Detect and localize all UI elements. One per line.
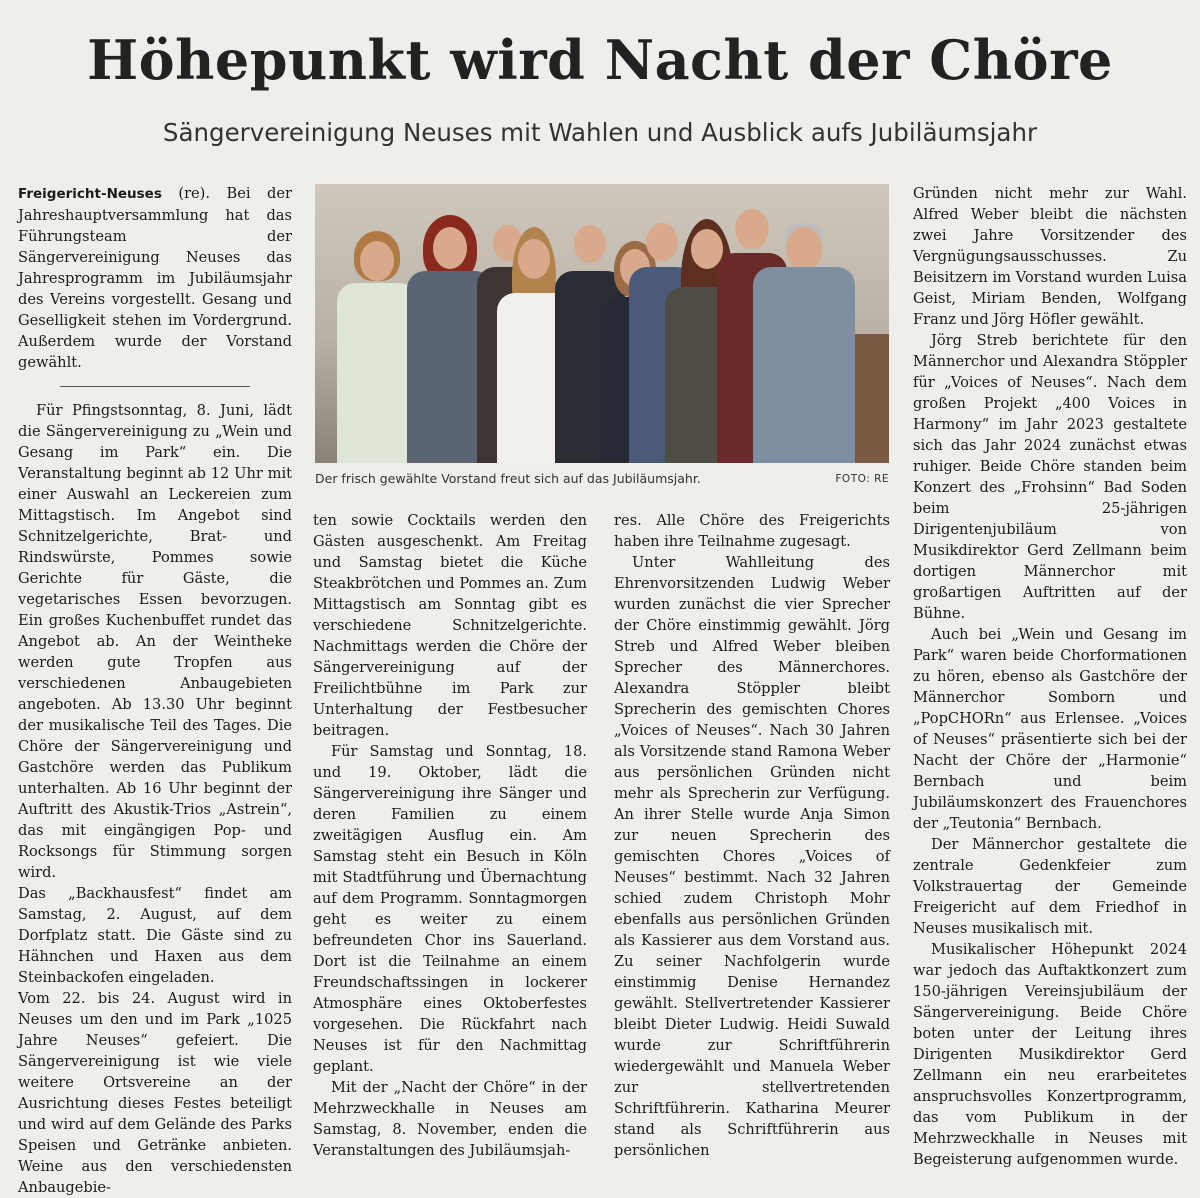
lead-text: (re). Bei der Jahreshauptversammlung hat das Führungsteam der Sängervereinigung Neuses das Jahresprogramm im Jubiläumsjahr des Vereins vorgestellt. Gesang und Geselligkeit stehen im Vordergrund. Außerdem wurde der Vorstand gewählt. [18, 185, 292, 371]
photo-credit: FOTO: RE [835, 473, 889, 485]
photo-caption [315, 471, 889, 486]
photo-person [337, 213, 417, 463]
body-paragraph: Vom 22. bis 24. August wird in Neuses um den und im Park „1025 Jahre Neuses“ gefeiert. Die Sängervereinigung ist wie viele weitere Ortsvereine an der Ausrichtung dieses Festes beteiligt und wird auf dem Gelände des Parks Speisen und Getränke anbieten. Weine aus den verschiedensten Anbaugebie- [18, 990, 292, 1196]
separator-rule [60, 386, 250, 387]
photo-person [753, 209, 855, 463]
body-paragraph: Der Männerchor gestaltete die zentrale Gedenkfeier zum Volkstrauertag der Gemeinde Freigericht auf dem Friedhof in Neuses musikalisch mit. [913, 836, 1187, 937]
group-photo [315, 184, 889, 463]
article-column-2 [313, 510, 587, 1161]
body-paragraph: Das „Backhausfest“ findet am Samstag, 2. August, auf dem Dorfplatz statt. Die Gäste sind zu Hähnchen und Haxen aus dem Steinbackofen eingeladen. [18, 885, 292, 986]
body-paragraph: Unter Wahlleitung des Ehrenvorsitzenden Ludwig Weber wurden zunächst die vier Sprecher der Chöre einstimmig gewählt. Jörg Streb und Alfred Weber bleiben Sprecher des Männerchores. Alexandra Stöppler bleibt Sprecherin des gemischten Chores „Voices of Neuses“. Nach 30 Jahren als Vorsitzende stand Ramona Weber aus persönlichen Gründen nicht mehr als Sprecherin zur Verfügung. An ihrer Stelle wurde Anja Simon zur neuen Sprecherin des gemischten Chores „Voices of Neuses“ bestimmt. Nach 32 Jahren schied zudem Christoph Mohr ebenfalls aus persönlichen Gründen als Kassierer aus dem Vorstand aus. Zu seiner Nachfolgerin wurde einstimmig Denise Hernandez gewählt. Stellvertretender Kassierer bleibt Dieter Ludwig. Heidi Suwald wurde zur Schriftführerin wiedergewählt und Manuela Weber zur stellvertretenden Schriftführerin. Katharina Meurer stand als Schriftführerin aus persönlichen [614, 554, 890, 1159]
article-column-1 [18, 183, 292, 1198]
dateline: Freigericht-Neuses [18, 186, 162, 202]
body-paragraph: Jörg Streb berichtete für den Männerchor und Alexandra Stöppler für „Voices of Neuses“. Nach dem großen Projekt „400 Voices in Harmony“ im Jahr 2023 gestaltete sich das Jahr 2024 zunächst etwas ruhiger. Beide Chöre standen beim Konzert des „Frohsinn“ Bad Soden beim 25-jährigen Dirigentenjubiläum von Musikdirektor Gerd Zellmann beim dortigen Männerchor mit großartigen Auftritten auf der Bühne. [913, 332, 1187, 622]
lead-paragraph [18, 183, 292, 373]
article-subheadline: Sängervereinigung Neuses mit Wahlen und Ausblick aufs Jubiläumsjahr [162, 118, 1038, 147]
body-paragraph: ten sowie Cocktails werden den Gästen ausgeschenkt. Am Freitag und Samstag bietet die Küche Steakbrötchen und Pommes an. Zum Mittagstisch am Sonntag gibt es verschiedene Schnitzelgerichte. Nachmittags werden die Chöre der Sängervereinigung auf der Freilichtbühne im Park zur Unterhaltung der Festbesucher beitragen. [313, 512, 587, 739]
article-column-3 [614, 510, 890, 1161]
body-paragraph: Für Pfingstsonntag, 8. Juni, lädt die Sängervereinigung zu „Wein und Gesang im Park“ ein. Die Veranstaltung beginnt ab 12 Uhr mit einer Auswahl an Leckereien zum Mittagstisch. Im Angebot sind Schnitzelgerichte, Brat- und Rindswürste, Pommes sowie Gerichte für Gäste, die vegetarisches Essen bevorzugen. Ein großes Kuchenbuffet rundet das Angebot ab. An der Weintheke werden gute Tropfen aus verschiedenen Anbaugebieten angeboten. Ab 13.30 Uhr beginnt der musikalische Teil des Tages. Die Chöre der Sängervereinigung und Gastchöre werden das Publikum unterhalten. Ab 16 Uhr beginnt der Auftritt des Akustik-Trios „Astrein“, das mit eingängigen Pop- und Rocksongs für Stimmung sorgen wird. [18, 402, 292, 881]
body-paragraph: Mit der „Nacht der Chöre“ in der Mehrzweckhalle in Neuses am Samstag, 8. November, enden die Veranstaltungen des Jubiläumsjah- [313, 1079, 587, 1159]
article-headline: Höhepunkt wird Nacht der Chöre [87, 28, 1113, 92]
body-paragraph: Gründen nicht mehr zur Wahl. Alfred Weber bleibt die nächsten zwei Jahre Vorsitzender des Vergnügungsausschusses. Zu Beisitzern im Vorstand wurden Luisa Geist, Miriam Benden, Wolfgang Franz und Jörg Höfler gewählt. [913, 185, 1187, 328]
body-paragraph: res. Alle Chöre des Freigerichts haben ihre Teilnahme zugesagt. [614, 512, 890, 550]
caption-text: Der frisch gewählte Vorstand freut sich auf das Jubiläumsjahr. [315, 471, 701, 486]
article-column-4 [913, 183, 1187, 1170]
body-paragraph: Für Samstag und Sonntag, 18. und 19. Oktober, lädt die Sängervereinigung ihre Sänger und deren Familien zu einem zweitägigen Ausflug ein. Am Samstag steht ein Besuch in Köln mit Stadtführung und Übernachtung auf dem Programm. Sonntagmorgen geht es weiter zu einem befreundeten Chor ins Sauerland. Dort ist die Teilnahme an einem Freundschaftssingen in lockerer Atmosphäre eines Oktoberfestes vorgesehen. Die Rückfahrt nach Neuses ist für den Nachmittag geplant. [313, 743, 587, 1075]
body-paragraph: Auch bei „Wein und Gesang im Park“ waren beide Chorformationen zu hören, ebenso als Gastchöre der Männerchor Somborn und „PopCHORn“ aus Erlensee. „Voices of Neuses“ präsentierte sich bei der Nacht der Chöre der „Harmonie“ Bernbach und beim Jubiläumskonzert des Frauenchores der „Teutonia“ Bernbach. [913, 626, 1187, 832]
body-paragraph: Musikalischer Höhepunkt 2024 war jedoch das Auftaktkonzert zum 150-jährigen Vereinsjubiläum der Sängervereinigung. Beide Chöre boten unter der Leitung ihres Dirigenten Musikdirektor Gerd Zellmann ein neu erarbeitetes anspruchsvolles Konzertprogramm, das vom Publikum in der Mehrzweckhalle in Neuses mit Begeisterung aufgenommen wurde. [913, 941, 1187, 1168]
